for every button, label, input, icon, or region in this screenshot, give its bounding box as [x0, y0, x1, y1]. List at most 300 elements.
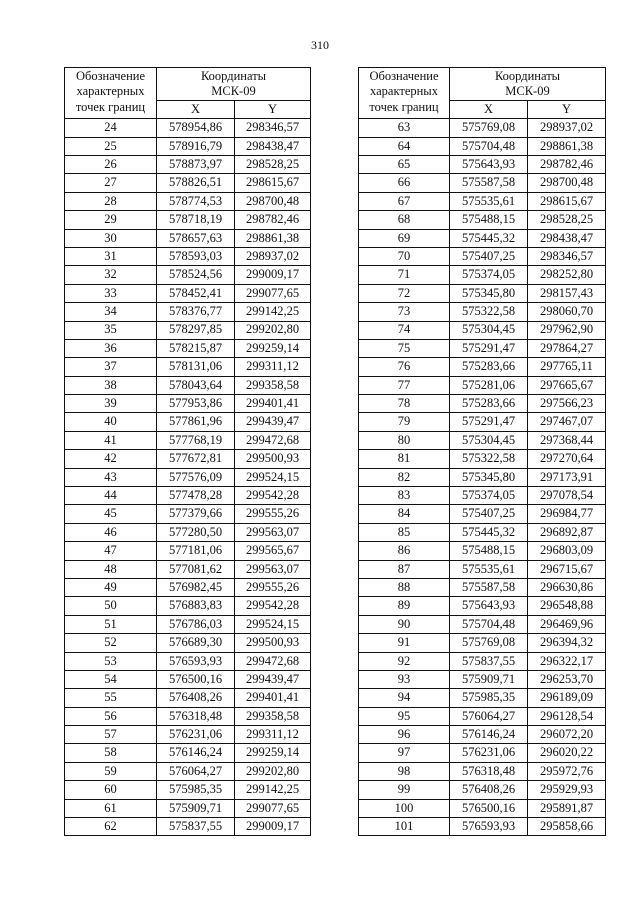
table-row	[359, 192, 606, 210]
y-coordinate-cell: 298615,67	[235, 174, 311, 192]
coordinates-header	[157, 68, 311, 101]
table-row	[65, 192, 311, 210]
table-row	[359, 799, 606, 817]
table-row	[359, 634, 606, 652]
point-number-cell: 82	[359, 468, 450, 486]
y-coordinate-cell: 298782,46	[235, 211, 311, 229]
y-coordinate-cell: 299077,65	[235, 799, 311, 817]
table-body	[65, 68, 311, 836]
y-coordinate-cell: 299472,68	[235, 652, 311, 670]
coordinates-header	[450, 68, 606, 101]
table-row	[359, 523, 606, 541]
x-coordinate-cell: 577379,66	[157, 505, 235, 523]
table-row	[65, 578, 311, 596]
y-coordinate-cell: 296469,96	[528, 615, 606, 633]
y-coordinate-cell: 297864,27	[528, 339, 606, 357]
x-coordinate-cell: 575587,58	[450, 578, 528, 596]
y-coordinate-cell: 299542,28	[235, 487, 311, 505]
x-coordinate-cell: 575587,58	[450, 174, 528, 192]
point-number-cell: 60	[65, 781, 157, 799]
header-label-line1: Обозначение	[369, 69, 439, 83]
point-number-cell: 24	[65, 119, 157, 137]
point-number-cell: 93	[359, 670, 450, 688]
x-coordinate-cell: 578826,51	[157, 174, 235, 192]
table-row	[359, 266, 606, 284]
y-coordinate-cell: 298861,38	[528, 137, 606, 155]
point-number-cell: 80	[359, 431, 450, 449]
point-number-cell: 36	[65, 339, 157, 357]
y-coordinate-cell: 299259,14	[235, 744, 311, 762]
table-row	[65, 321, 311, 339]
y-coordinate-cell: 298700,48	[528, 174, 606, 192]
x-coordinate-cell: 575407,25	[450, 247, 528, 265]
x-coordinate-cell: 575535,61	[450, 192, 528, 210]
table-row	[359, 284, 606, 302]
table-row	[65, 818, 311, 836]
table-row	[65, 781, 311, 799]
y-coordinate-cell: 299555,26	[235, 578, 311, 596]
point-number-cell: 46	[65, 523, 157, 541]
x-coordinate-cell: 576064,27	[157, 762, 235, 780]
table-row	[359, 303, 606, 321]
point-number-cell: 47	[65, 542, 157, 560]
y-coordinate-cell: 299439,47	[235, 670, 311, 688]
x-coordinate-cell: 575345,80	[450, 468, 528, 486]
table-row	[359, 413, 606, 431]
point-number-cell: 38	[65, 376, 157, 394]
x-coordinate-cell: 578376,77	[157, 303, 235, 321]
point-number-cell: 94	[359, 689, 450, 707]
x-coordinate-cell: 576146,24	[450, 726, 528, 744]
point-number-cell: 74	[359, 321, 450, 339]
point-number-cell: 57	[65, 726, 157, 744]
table-row	[65, 744, 311, 762]
point-designation-header	[359, 68, 450, 119]
table-row	[65, 358, 311, 376]
x-coordinate-cell: 575407,25	[450, 505, 528, 523]
page-number: 310	[311, 38, 329, 52]
y-coordinate-cell: 298346,57	[235, 119, 311, 137]
point-number-cell: 52	[65, 634, 157, 652]
x-coordinate-cell: 578524,56	[157, 266, 235, 284]
table-row	[65, 247, 311, 265]
x-column-header: X	[157, 100, 235, 118]
point-number-cell: 27	[65, 174, 157, 192]
x-coordinate-cell: 575985,35	[450, 689, 528, 707]
table-row	[359, 744, 606, 762]
y-coordinate-cell: 299401,41	[235, 689, 311, 707]
point-number-cell: 31	[65, 247, 157, 265]
y-coordinate-cell: 298937,02	[235, 247, 311, 265]
y-coordinate-cell: 296803,09	[528, 542, 606, 560]
y-coordinate-cell: 296630,86	[528, 578, 606, 596]
point-number-cell: 88	[359, 578, 450, 596]
point-number-cell: 91	[359, 634, 450, 652]
x-coordinate-cell: 576408,26	[157, 689, 235, 707]
coords-header-line2: МСК-09	[211, 84, 256, 99]
point-number-cell: 59	[65, 762, 157, 780]
y-coordinate-cell: 299439,47	[235, 413, 311, 431]
point-number-cell: 37	[65, 358, 157, 376]
y-coordinate-cell: 298782,46	[528, 155, 606, 173]
y-coordinate-cell: 297566,23	[528, 395, 606, 413]
x-coordinate-cell: 578593,03	[157, 247, 235, 265]
point-number-cell: 64	[359, 137, 450, 155]
x-coordinate-cell: 578215,87	[157, 339, 235, 357]
x-coordinate-cell: 576231,06	[450, 744, 528, 762]
x-coordinate-cell: 576318,48	[157, 707, 235, 725]
point-number-cell: 89	[359, 597, 450, 615]
table-row	[65, 431, 311, 449]
point-number-cell: 99	[359, 781, 450, 799]
x-coordinate-cell: 575488,15	[450, 542, 528, 560]
x-coordinate-cell: 575985,35	[157, 781, 235, 799]
y-coordinate-cell: 296072,20	[528, 726, 606, 744]
table-row	[65, 284, 311, 302]
x-coordinate-cell: 575535,61	[450, 560, 528, 578]
x-coordinate-cell: 575304,45	[450, 431, 528, 449]
y-coordinate-cell: 296253,70	[528, 670, 606, 688]
x-coordinate-cell: 576982,45	[157, 578, 235, 596]
point-number-cell: 61	[65, 799, 157, 817]
table-row	[65, 542, 311, 560]
table-row	[65, 155, 311, 173]
table-row	[359, 818, 606, 836]
x-coordinate-cell: 576500,16	[157, 670, 235, 688]
point-number-cell: 45	[65, 505, 157, 523]
table-row	[359, 174, 606, 192]
point-number-cell: 28	[65, 192, 157, 210]
y-coordinate-cell: 299500,93	[235, 450, 311, 468]
table-row	[65, 174, 311, 192]
table-row	[359, 155, 606, 173]
x-coordinate-cell: 575769,08	[450, 119, 528, 137]
x-coordinate-cell: 575909,71	[157, 799, 235, 817]
table-row	[65, 266, 311, 284]
y-coordinate-cell: 299009,17	[235, 818, 311, 836]
table-row	[359, 505, 606, 523]
y-coordinate-cell: 299311,12	[235, 358, 311, 376]
y-coordinate-cell: 299202,80	[235, 321, 311, 339]
x-coordinate-cell: 576064,27	[450, 707, 528, 725]
table-row	[359, 431, 606, 449]
point-number-cell: 77	[359, 376, 450, 394]
y-coordinate-cell: 296548,88	[528, 597, 606, 615]
point-number-cell: 98	[359, 762, 450, 780]
y-coordinate-cell: 299563,07	[235, 523, 311, 541]
coordinates-table-right	[358, 67, 606, 836]
table-row	[359, 597, 606, 615]
y-coordinate-cell: 299524,15	[235, 468, 311, 486]
y-coordinate-cell: 299524,15	[235, 615, 311, 633]
x-coordinate-cell: 578873,97	[157, 155, 235, 173]
table-row	[359, 781, 606, 799]
point-number-cell: 81	[359, 450, 450, 468]
header-label-line2: характерных	[370, 84, 438, 99]
table-row	[65, 211, 311, 229]
point-number-cell: 70	[359, 247, 450, 265]
table-row	[359, 137, 606, 155]
table-row	[65, 395, 311, 413]
y-coordinate-cell: 297368,44	[528, 431, 606, 449]
table-row	[359, 358, 606, 376]
header-label-line3: точек границ	[75, 99, 146, 114]
x-coordinate-cell: 575643,93	[450, 155, 528, 173]
y-coordinate-cell: 299077,65	[235, 284, 311, 302]
x-coordinate-cell: 575445,32	[450, 229, 528, 247]
table-row	[359, 247, 606, 265]
table-row	[65, 137, 311, 155]
x-coordinate-cell: 578452,41	[157, 284, 235, 302]
x-coordinate-cell: 575445,32	[450, 523, 528, 541]
point-number-cell: 41	[65, 431, 157, 449]
x-coordinate-cell: 576408,26	[450, 781, 528, 799]
y-coordinate-cell: 297962,90	[528, 321, 606, 339]
table-row	[359, 652, 606, 670]
point-number-cell: 95	[359, 707, 450, 725]
x-coordinate-cell: 575837,55	[450, 652, 528, 670]
y-column-header: Y	[235, 100, 311, 118]
table-row	[65, 303, 311, 321]
point-number-cell: 66	[359, 174, 450, 192]
x-coordinate-cell: 575283,66	[450, 395, 528, 413]
point-number-cell: 40	[65, 413, 157, 431]
point-number-cell: 44	[65, 487, 157, 505]
point-number-cell: 48	[65, 560, 157, 578]
table-row	[65, 799, 311, 817]
x-coordinate-cell: 575281,06	[450, 376, 528, 394]
x-coordinate-cell: 575322,58	[450, 303, 528, 321]
y-coordinate-cell: 295972,76	[528, 762, 606, 780]
point-number-cell: 51	[65, 615, 157, 633]
table-row	[65, 615, 311, 633]
point-number-cell: 29	[65, 211, 157, 229]
table-row	[359, 578, 606, 596]
point-number-cell: 68	[359, 211, 450, 229]
x-coordinate-cell: 578916,79	[157, 137, 235, 155]
x-coordinate-cell: 578774,53	[157, 192, 235, 210]
table-row	[65, 523, 311, 541]
x-coordinate-cell: 578657,63	[157, 229, 235, 247]
header-label-line2: характерных	[76, 84, 145, 99]
point-number-cell: 54	[65, 670, 157, 688]
table-row	[359, 726, 606, 744]
coordinates-table-left	[64, 67, 311, 836]
point-number-cell: 35	[65, 321, 157, 339]
point-number-cell: 43	[65, 468, 157, 486]
x-coordinate-cell: 576231,06	[157, 726, 235, 744]
table-row	[65, 689, 311, 707]
y-coordinate-cell: 299565,67	[235, 542, 311, 560]
header-label-line3: точек границ	[369, 99, 439, 114]
point-number-cell: 65	[359, 155, 450, 173]
table-row	[65, 450, 311, 468]
coords-header-line2: МСК-09	[505, 84, 550, 99]
x-coordinate-cell: 575374,05	[450, 487, 528, 505]
point-number-cell: 71	[359, 266, 450, 284]
table-row	[359, 762, 606, 780]
table-row	[65, 487, 311, 505]
x-coordinate-cell: 578131,06	[157, 358, 235, 376]
table-row	[359, 670, 606, 688]
point-number-cell: 30	[65, 229, 157, 247]
y-coordinate-cell: 299555,26	[235, 505, 311, 523]
y-coordinate-cell: 297270,64	[528, 450, 606, 468]
x-coordinate-cell: 577181,06	[157, 542, 235, 560]
table-row	[359, 376, 606, 394]
point-number-cell: 96	[359, 726, 450, 744]
point-number-cell: 78	[359, 395, 450, 413]
point-number-cell: 62	[65, 818, 157, 836]
y-coordinate-cell: 298528,25	[235, 155, 311, 173]
x-coordinate-cell: 578718,19	[157, 211, 235, 229]
point-number-cell: 73	[359, 303, 450, 321]
y-coordinate-cell: 299202,80	[235, 762, 311, 780]
point-number-cell: 53	[65, 652, 157, 670]
y-coordinate-cell: 298438,47	[235, 137, 311, 155]
x-coordinate-cell: 577953,86	[157, 395, 235, 413]
y-coordinate-cell: 298861,38	[235, 229, 311, 247]
x-coordinate-cell: 575322,58	[450, 450, 528, 468]
point-number-cell: 67	[359, 192, 450, 210]
table-row	[359, 229, 606, 247]
y-coordinate-cell: 298937,02	[528, 119, 606, 137]
point-number-cell: 83	[359, 487, 450, 505]
point-number-cell: 87	[359, 560, 450, 578]
x-coordinate-cell: 576689,30	[157, 634, 235, 652]
x-coordinate-cell: 575488,15	[450, 211, 528, 229]
y-coordinate-cell: 298700,48	[235, 192, 311, 210]
table-row	[65, 339, 311, 357]
point-number-cell: 39	[65, 395, 157, 413]
point-number-cell: 86	[359, 542, 450, 560]
x-coordinate-cell: 576593,93	[157, 652, 235, 670]
point-number-cell: 63	[359, 119, 450, 137]
point-number-cell: 32	[65, 266, 157, 284]
table-row	[359, 542, 606, 560]
y-coordinate-cell: 299142,25	[235, 303, 311, 321]
y-coordinate-cell: 296128,54	[528, 707, 606, 725]
table-row	[65, 597, 311, 615]
table-row	[359, 689, 606, 707]
x-coordinate-cell: 575345,80	[450, 284, 528, 302]
point-designation-header	[65, 68, 157, 119]
y-coordinate-cell: 299563,07	[235, 560, 311, 578]
x-coordinate-cell: 576500,16	[450, 799, 528, 817]
table-row	[65, 119, 311, 137]
table-row	[65, 468, 311, 486]
y-coordinate-cell: 297467,07	[528, 413, 606, 431]
table-row	[65, 670, 311, 688]
table-row	[359, 707, 606, 725]
y-column-header: Y	[528, 100, 606, 118]
x-coordinate-cell: 575283,66	[450, 358, 528, 376]
x-coordinate-cell: 575291,47	[450, 413, 528, 431]
y-coordinate-cell: 296892,87	[528, 523, 606, 541]
y-coordinate-cell: 296189,09	[528, 689, 606, 707]
table-row	[359, 321, 606, 339]
table-row	[359, 560, 606, 578]
x-coordinate-cell: 575909,71	[450, 670, 528, 688]
y-coordinate-cell: 297665,67	[528, 376, 606, 394]
point-number-cell: 101	[359, 818, 450, 836]
header-label-line1: Обозначение	[75, 69, 146, 83]
point-number-cell: 49	[65, 578, 157, 596]
x-coordinate-cell: 578297,85	[157, 321, 235, 339]
table-row	[65, 634, 311, 652]
table-row	[65, 505, 311, 523]
point-number-cell: 56	[65, 707, 157, 725]
x-coordinate-cell: 577768,19	[157, 431, 235, 449]
table-row	[65, 560, 311, 578]
y-coordinate-cell: 295929,93	[528, 781, 606, 799]
y-coordinate-cell: 298346,57	[528, 247, 606, 265]
point-number-cell: 72	[359, 284, 450, 302]
y-coordinate-cell: 298528,25	[528, 211, 606, 229]
table-row	[359, 395, 606, 413]
y-coordinate-cell: 299358,58	[235, 707, 311, 725]
point-number-cell: 50	[65, 597, 157, 615]
point-number-cell: 25	[65, 137, 157, 155]
x-coordinate-cell: 575291,47	[450, 339, 528, 357]
point-number-cell: 79	[359, 413, 450, 431]
point-number-cell: 92	[359, 652, 450, 670]
y-coordinate-cell: 298060,70	[528, 303, 606, 321]
y-coordinate-cell: 297765,11	[528, 358, 606, 376]
y-coordinate-cell: 296394,32	[528, 634, 606, 652]
coords-header-line1: Координаты	[200, 69, 267, 83]
point-number-cell: 75	[359, 339, 450, 357]
x-coordinate-cell: 576883,83	[157, 597, 235, 615]
x-coordinate-cell: 577672,81	[157, 450, 235, 468]
point-number-cell: 84	[359, 505, 450, 523]
table-row	[65, 726, 311, 744]
table-row	[65, 413, 311, 431]
point-number-cell: 69	[359, 229, 450, 247]
x-coordinate-cell: 575643,93	[450, 597, 528, 615]
point-number-cell: 42	[65, 450, 157, 468]
y-coordinate-cell: 296322,17	[528, 652, 606, 670]
x-coordinate-cell: 575304,45	[450, 321, 528, 339]
point-number-cell: 26	[65, 155, 157, 173]
x-coordinate-cell: 575704,48	[450, 137, 528, 155]
y-coordinate-cell: 299009,17	[235, 266, 311, 284]
point-number-cell: 100	[359, 799, 450, 817]
y-coordinate-cell: 299358,58	[235, 376, 311, 394]
coords-header-line1: Координаты	[494, 69, 561, 83]
y-coordinate-cell: 298615,67	[528, 192, 606, 210]
point-number-cell: 76	[359, 358, 450, 376]
point-number-cell: 55	[65, 689, 157, 707]
y-coordinate-cell: 296984,77	[528, 505, 606, 523]
x-coordinate-cell: 575704,48	[450, 615, 528, 633]
y-coordinate-cell: 296020,22	[528, 744, 606, 762]
y-coordinate-cell: 298438,47	[528, 229, 606, 247]
table-row	[359, 450, 606, 468]
x-coordinate-cell: 577081,62	[157, 560, 235, 578]
point-number-cell: 90	[359, 615, 450, 633]
y-coordinate-cell: 299311,12	[235, 726, 311, 744]
table-body	[359, 68, 606, 836]
table-row	[359, 119, 606, 137]
y-coordinate-cell: 297173,91	[528, 468, 606, 486]
y-coordinate-cell: 297078,54	[528, 487, 606, 505]
point-number-cell: 34	[65, 303, 157, 321]
table-row	[65, 652, 311, 670]
x-coordinate-cell: 575374,05	[450, 266, 528, 284]
table-row	[65, 707, 311, 725]
x-coordinate-cell: 576318,48	[450, 762, 528, 780]
